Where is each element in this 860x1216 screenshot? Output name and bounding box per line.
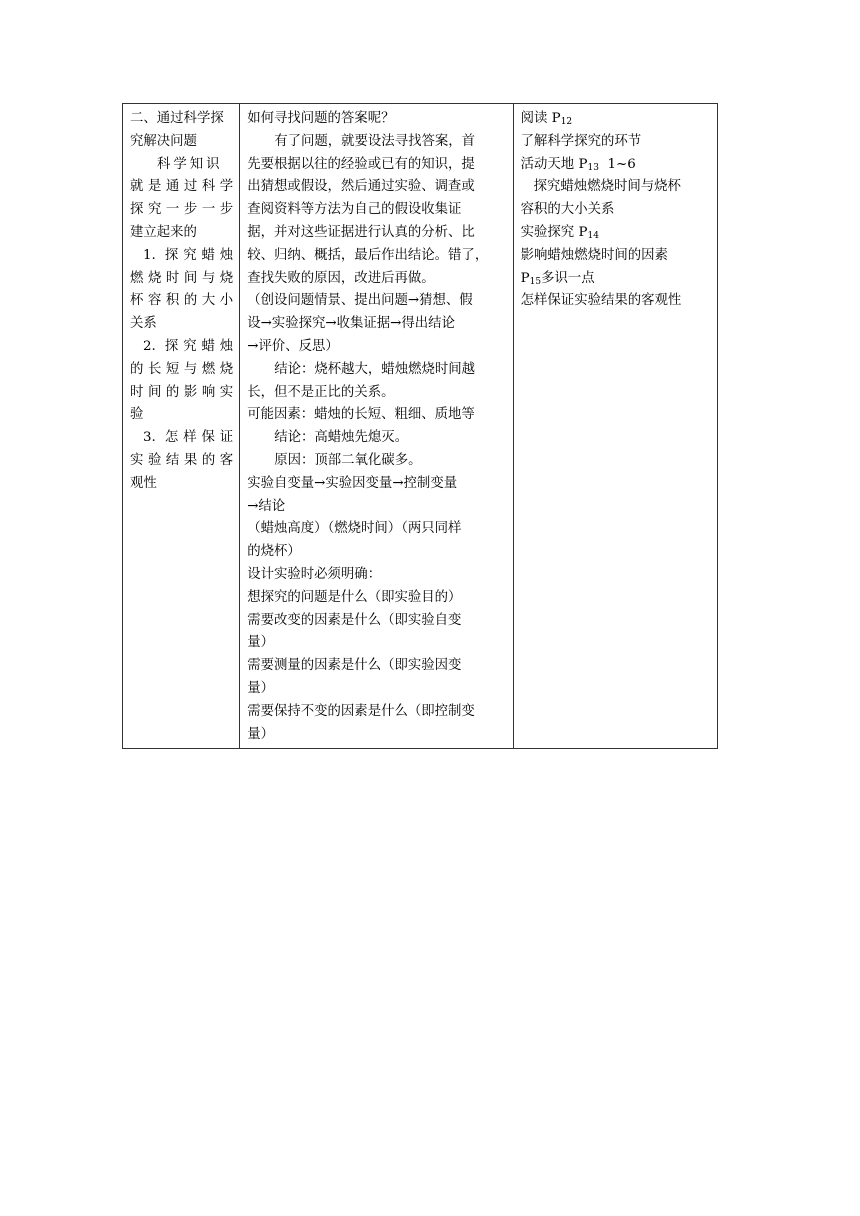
activity-description: 探究蜡烛燃烧时间与烧杯 (533, 179, 681, 195)
question-text: 如何寻找问题的答案呢？ (247, 111, 395, 126)
activity-column (513, 104, 717, 749)
table-row (123, 104, 718, 749)
list-item: 验 (130, 407, 144, 423)
note-text: 就是通过科学 (130, 179, 234, 195)
list-item: 时间的影响实 (130, 384, 234, 400)
variables-text: 实验自变量→实验因变量→控制变量 (247, 475, 458, 491)
paragraph-text: 先要根据以往的经验或已有的知识，提 (247, 156, 475, 172)
note-text: 探究一步一步 (130, 202, 234, 218)
design-item: 量） (247, 635, 274, 651)
variables-example: 的烧杯） (247, 544, 301, 560)
variables-text: →结论 (247, 498, 286, 514)
design-item: 量） (247, 680, 274, 696)
more-description: 怎样保证实验结果的客观性 (520, 293, 682, 309)
design-item: 量） (247, 726, 274, 742)
read-reference: 阅读 $P_{12}$ (520, 111, 573, 127)
section-title-cont: 究解决问题 (130, 133, 197, 149)
paragraph-text: 查阅资料等方法为自己的假设收集证 (247, 202, 462, 218)
design-item: 需要保持不变的因素是什么（即控制变 (247, 703, 475, 719)
list-item: 实验结果的客 (130, 452, 234, 468)
list-item: 2. 探究蜡烛 (143, 338, 234, 354)
note-text: 建立起来的 (130, 224, 197, 240)
lesson-table (122, 103, 718, 749)
experiment-description: 影响蜡烛燃烧时间的因素 (520, 247, 668, 263)
section-title: 二、通过科学探 (130, 111, 224, 126)
paragraph-text: 有了问题，就要设法寻找答案，首 (274, 133, 476, 149)
flow-text: →评价、反思） (247, 338, 339, 354)
factors-text: 可能因素：蜡烛的长短、粗细、质地等 (247, 407, 475, 423)
design-item: 需要测量的因素是什么（即实验因变 (247, 658, 462, 674)
list-item: 1. 探究蜡烛 (143, 247, 234, 263)
design-item: 需要改变的因素是什么（即实验自变 (247, 612, 462, 628)
paragraph-text: 查找失败的原因，改进后再做。 (247, 270, 435, 286)
list-item: 燃烧时间与烧 (130, 270, 234, 286)
list-item: 的长短与燃烧 (130, 361, 234, 377)
activity-description: 容积的大小关系 (520, 202, 615, 218)
more-reference: $P_{15}$多识一点 (520, 270, 595, 287)
read-description: 了解科学探究的环节 (520, 133, 642, 149)
topic-column (123, 104, 240, 749)
conclusion-text: 长，但不是正比的关系。 (247, 384, 395, 400)
flow-text: （创设问题情景、提出问题→猜想、假 (247, 293, 473, 309)
note-text: 科学知识 (157, 156, 223, 172)
design-item: 想探究的问题是什么（即实验目的） (247, 589, 462, 605)
reason-text: 原因：顶部二氧化碳多。 (274, 452, 422, 468)
experiment-reference: 实验探究 $P_{14}$ (520, 224, 599, 241)
list-item: 关系 (130, 316, 157, 332)
variables-example: （蜡烛高度）（燃烧时间）（两只同样 (247, 521, 462, 537)
flow-text: 设→实验探究→收集证据→得出结论 (247, 316, 455, 332)
conclusion-text: 结论：烧杯越大，蜡烛燃烧时间越 (274, 361, 476, 377)
list-item: 杯容积的大小 (130, 293, 234, 309)
conclusion-text: 结论：高蜡烛先熄灭。 (274, 430, 409, 446)
paragraph-text: 据，并对这些证据进行认真的分析、比 (247, 224, 475, 240)
list-item: 观性 (130, 475, 157, 491)
paragraph-text: 较、归纳、概括，最后作出结论。错了， (247, 247, 489, 263)
activity-reference: 活动天地 $P_{13}$ 1~6 (520, 156, 636, 173)
list-item: 3. 怎样保证 (143, 430, 234, 446)
paragraph-text: 出猜想或假设，然后通过实验、调查或 (247, 179, 475, 195)
design-intro: 设计实验时必须明确： (247, 566, 382, 582)
content-column (240, 104, 513, 749)
